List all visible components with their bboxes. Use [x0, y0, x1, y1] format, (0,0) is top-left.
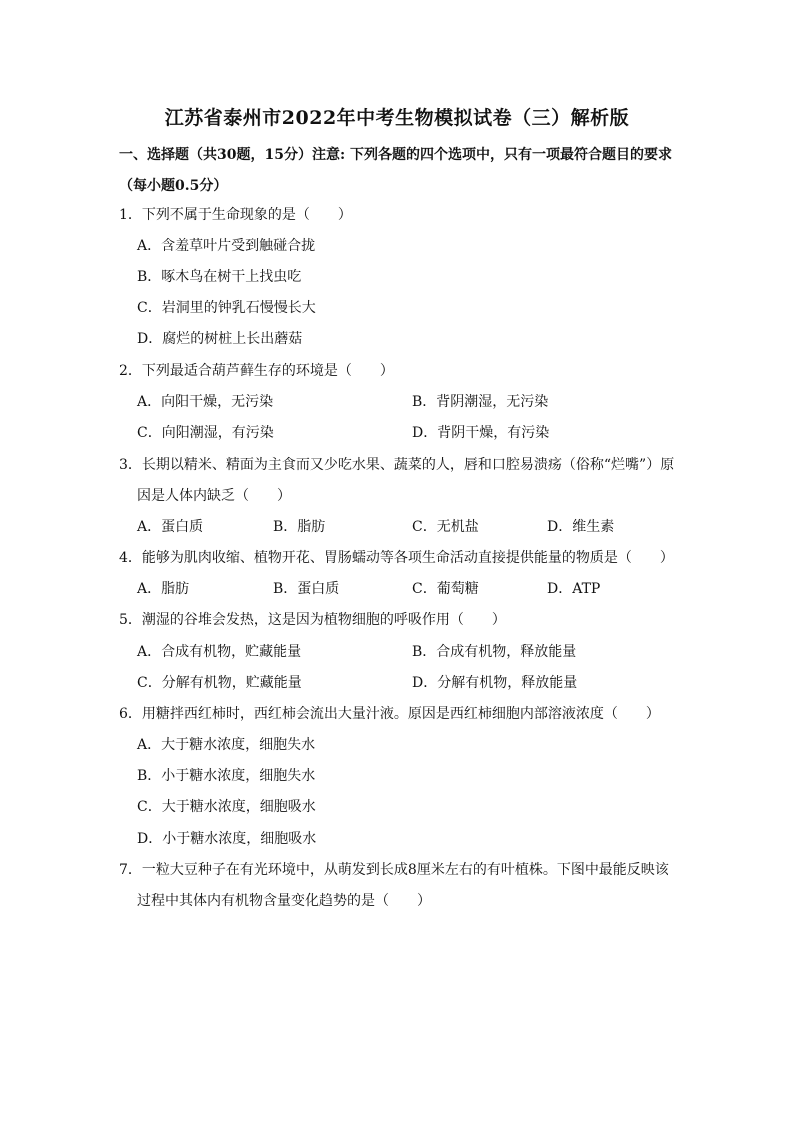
question-1-option-c: C．岩洞里的钟乳石慢慢长大 [137, 300, 316, 316]
page-title: 江苏省泰州市2022年中考生物模拟试卷（三）解析版 [164, 107, 630, 129]
section-header: 一、选择题（共30题，15分）注意: 下列各题的四个选项中，只有一项最符合题目的要求 [119, 147, 673, 163]
question-5-stem: 5．潮湿的谷堆会发热，这是因为植物细胞的呼吸作用（ ） [119, 612, 506, 628]
question-5-option-a: A．合成有机物，贮藏能量 [137, 644, 302, 660]
question-4-option-d: D．ATP [547, 581, 601, 597]
question-2-option-c: C．向阳潮湿，有污染 [137, 425, 274, 441]
question-4-stem: 4．能够为肌肉收缩、植物开花、胃肠蠕动等各项生命活动直接提供能量的物质是（ ） [119, 550, 674, 566]
question-6-option-a: A．大于糖水浓度，细胞失水 [137, 737, 316, 753]
section-header-note: （每小题0.5分） [119, 178, 228, 194]
question-3-option-a: A．蛋白质 [137, 519, 204, 535]
question-4-option-c: C．葡萄糖 [412, 581, 479, 597]
question-3-stem-cont: 因是人体内缺乏（ ） [137, 488, 291, 504]
question-2-option-a: A．向阳干燥，无污染 [137, 394, 274, 410]
question-4-option-a: A．脂肪 [137, 581, 190, 597]
question-7-stem-cont: 过程中其体内有机物含量变化趋势的是（ ） [137, 893, 431, 909]
question-5-option-b: B．合成有机物，释放能量 [412, 644, 577, 660]
question-6-option-b: B．小于糖水浓度，细胞失水 [137, 768, 316, 784]
question-4-option-b: B．蛋白质 [273, 581, 340, 597]
question-3-option-d: D．维生素 [547, 519, 615, 535]
question-2-option-b: B．背阴潮湿，无污染 [412, 394, 549, 410]
question-3-stem: 3．长期以精米、精面为主食而又少吃水果、蔬菜的人，唇和口腔易溃疡（俗称“烂嘴”）原 [119, 457, 675, 473]
question-3-option-b: B．脂肪 [273, 519, 326, 535]
question-6-stem: 6．用糖拌西红柿时，西红柿会流出大量汁液。原因是西红柿细胞内部溶液浓度（ ） [119, 706, 660, 722]
question-7-stem: 7．一粒大豆种子在有光环境中，从萌发到长成8厘米左右的有叶植株。下图中最能反映该 [119, 862, 669, 878]
question-5-option-c: C．分解有机物，贮藏能量 [137, 675, 302, 691]
question-6-option-c: C．大于糖水浓度，细胞吸水 [137, 799, 316, 815]
question-1-option-a: A．含羞草叶片受到触碰合拢 [137, 238, 316, 254]
question-3-option-c: C．无机盐 [412, 519, 479, 535]
question-2-stem: 2．下列最适合葫芦藓生存的环境是（ ） [119, 363, 394, 379]
question-5-option-d: D．分解有机物，释放能量 [412, 675, 578, 691]
question-1-stem: 1．下列不属于生命现象的是（ ） [119, 207, 352, 223]
question-1-option-d: D．腐烂的树桩上长出蘑菇 [137, 331, 303, 347]
question-6-option-d: D．小于糖水浓度，细胞吸水 [137, 831, 317, 847]
question-2-option-d: D．背阴干燥，有污染 [412, 425, 550, 441]
question-1-option-b: B．啄木鸟在树干上找虫吃 [137, 269, 302, 285]
